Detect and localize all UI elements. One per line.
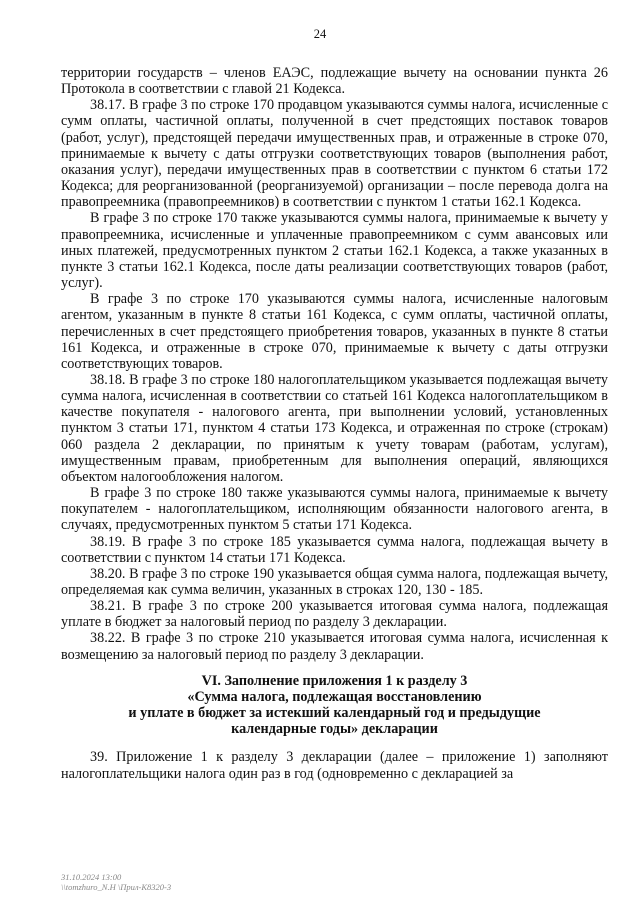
paragraph: 38.22. В графе 3 по строке 210 указывается итоговая сумма налога, исчисленная к возмещению за налоговый период по разделу 3 декларации. — [61, 630, 608, 663]
paragraph: 38.21. В графе 3 по строке 200 указывается итоговая сумма налога, подлежащая уплате в бюджет за налоговый период по разделу 3 декларации. — [61, 598, 608, 631]
section-heading-line: календарные годы» декларации — [231, 720, 438, 737]
document-body — [61, 65, 608, 782]
paragraph: В графе 3 по строке 170 указываются суммы налога, исчисленные налоговым агентом, указанным в пункте 8 статьи 161 Кодекса, с сумм оплаты, частичной оплаты, перечисленных в счет предстоящего приобретения товаров, указанных в пункте 8 статьи 161 Кодекса, и отраженные в строке 070, принимаемые к вычету с даты отгрузки соответствующих товаров. — [61, 291, 608, 372]
section-heading-line: VI. Заполнение приложения 1 к разделу 3 — [201, 672, 468, 689]
paragraph: 38.19. В графе 3 по строке 185 указывается сумма налога, подлежащая вычету в соответствии с пунктом 14 статьи 171 Кодекса. — [61, 533, 608, 566]
paragraph: 38.20. В графе 3 по строке 190 указывается общая сумма налога, подлежащая вычету, определяемая как сумма величин, указанных в строках 120, 130 - 185. — [61, 565, 608, 598]
section-heading-line: «Сумма налога, подлежащая восстановлению — [187, 688, 482, 705]
footer-timestamp: 31.10.2024 13:00 — [61, 872, 122, 882]
paragraph: В графе 3 по строке 170 также указываются суммы налога, принимаемые к вычету у правопреемника, исчисленные и уплаченные правопреемником с сумм авансовых или иных платежей, предусмотренных пунктом 2 статьи 162.1 Кодекса, а также указанных в пункте 3 статьи 162.1 Кодекса, после даты реализации соответствующих товаров (работ, услуг). — [61, 210, 608, 292]
footer-file-path: \\tomzhuro_N.H \Прил-К8320-3 — [61, 881, 172, 892]
print-footer — [61, 873, 171, 892]
section-heading — [61, 674, 608, 738]
paragraph: 38.17. В графе 3 по строке 170 продавцом указываются суммы налога, исчисленные с сумм оплаты, частичной оплаты, полученной в счет предстоящих поставок товаров (работ, услуг), предстоящей передачи имущественных прав, и отраженные в строке 070, принимаемые к вычету с даты отгрузки соответствующих товаров (выполнения работ, оказания услуг), передачи имущественных прав в соответствии с пунктом 6 статьи 172 Кодекса; для реорганизованной (реорганизуемой) организации – после перевода долга на правопреемника (правопреемников) в соответствии с пунктом 1 статьи 162.1 Кодекса. — [61, 97, 608, 211]
paragraph: 38.18. В графе 3 по строке 180 налогоплательщиком указывается подлежащая вычету сумма налога, исчисленная в соответствии со статьей 161 Кодекса налогоплательщиком в качестве покупателя - налогового агента, при выполнении условий, установленных пунктом 3 статьи 171, пунктом 4 статьи 173 Кодекса, и отраженная по строке (строкам) 060 раздела 2 декларации, по принятым к учету товарам (работам, услугам), имущественным правам, приобретенным для выполнения операций, являющихся объектом налогообложения налогом. — [61, 371, 608, 485]
paragraph: В графе 3 по строке 180 также указываются суммы налога, принимаемые к вычету покупателем - налогоплательщиком, исполняющим обязанности налогового агента, в случаях, предусмотренных пунктом 5 статьи 171 Кодекса. — [61, 485, 608, 534]
page-number: 24 — [313, 27, 327, 41]
paragraph-last: 39. Приложение 1 к разделу 3 декларации (далее – приложение 1) заполняют налогоплательщики налога один раз в год (одновременно с декларацией за — [61, 749, 608, 782]
paragraph: территории государств – членов ЕАЭС, подлежащие вычету на основании пункта 26 Протокола в соответствии с главой 21 Кодекса. — [61, 65, 608, 98]
section-heading-line: и уплате в бюджет за истекший календарный год и предыдущие — [128, 704, 541, 721]
